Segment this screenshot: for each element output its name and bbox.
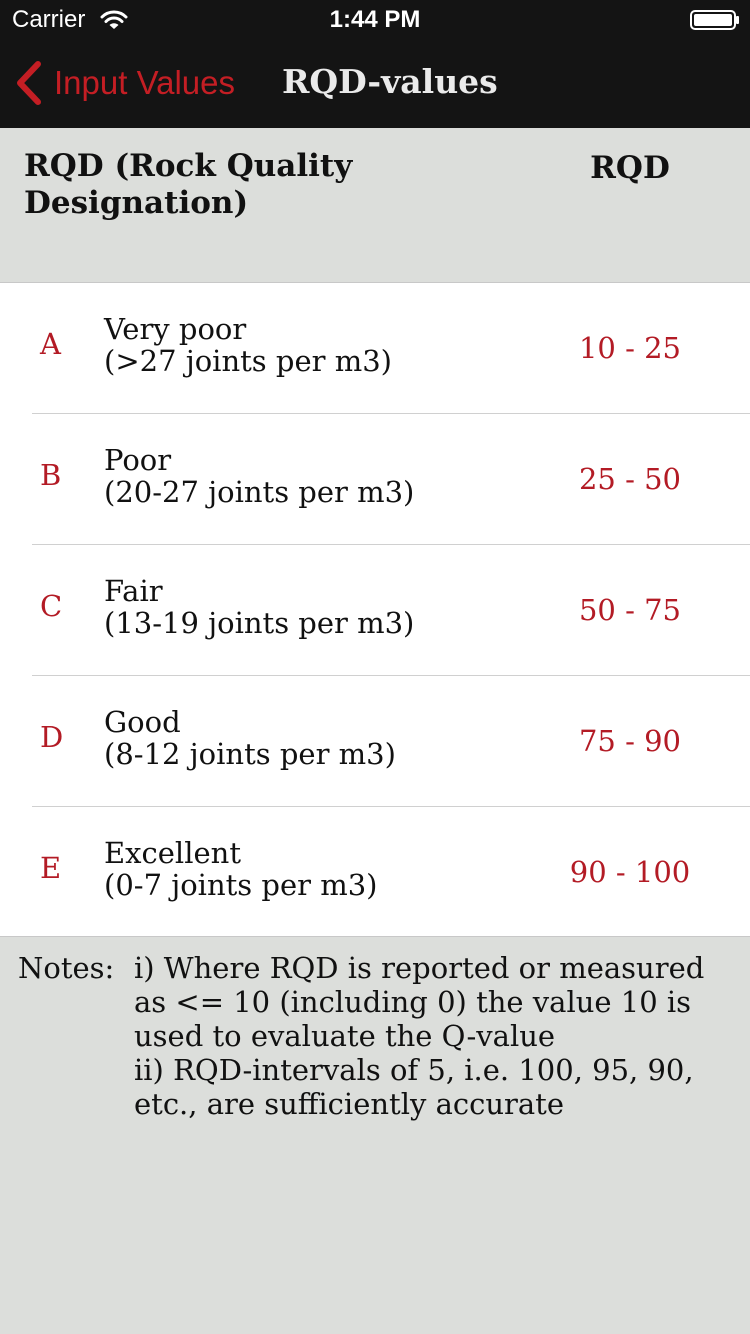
row-letter: B xyxy=(40,458,62,492)
row-quality: Good xyxy=(104,705,181,739)
nav-title: RQD-values xyxy=(282,62,498,101)
note-item-2: ii) RQD-intervals of 5, i.e. 100, 95, 90, etc., are sufficiently accurate xyxy=(134,1053,694,1121)
row-value: 25 - 50 xyxy=(578,462,682,496)
row-description xyxy=(104,706,396,770)
notes-section xyxy=(0,937,750,1334)
row-joints: (>27 joints per m3) xyxy=(104,344,392,378)
table-row-c[interactable] xyxy=(0,545,750,676)
status-bar xyxy=(0,0,750,40)
navigation-bar xyxy=(0,40,750,128)
row-joints: (0-7 joints per m3) xyxy=(104,868,378,902)
header-rqd: RQD xyxy=(590,150,670,186)
row-letter: D xyxy=(40,720,64,754)
battery-icon xyxy=(690,10,740,30)
top-bar xyxy=(0,0,750,128)
rqd-list xyxy=(0,282,750,937)
row-description xyxy=(104,313,392,377)
back-button[interactable] xyxy=(14,58,235,108)
table-row-b[interactable] xyxy=(0,414,750,545)
row-letter: E xyxy=(40,851,62,885)
row-joints: (20-27 joints per m3) xyxy=(104,475,415,509)
row-joints: (8-12 joints per m3) xyxy=(104,737,396,771)
notes-label: Notes: xyxy=(18,951,115,985)
back-button-label: Input Values xyxy=(54,64,236,101)
status-time: 1:44 PM xyxy=(329,6,421,33)
row-value: 10 - 25 xyxy=(578,331,682,365)
row-description xyxy=(104,444,414,508)
row-value: 75 - 90 xyxy=(578,724,682,758)
chevron-left-icon xyxy=(14,60,42,106)
row-value: 90 - 100 xyxy=(569,855,691,889)
row-letter: C xyxy=(40,589,63,623)
note-item-1: i) Where RQD is reported or measured as <= 10 (including 0) the value 10 is used to evaluate the Q-value xyxy=(134,951,705,1053)
table-header xyxy=(0,128,750,282)
row-value: 50 - 75 xyxy=(578,593,682,627)
row-joints: (13-19 joints per m3) xyxy=(104,606,415,640)
header-rqd-designation: RQD (Rock Quality Designation) xyxy=(24,148,353,221)
carrier-label: Carrier xyxy=(12,6,86,33)
row-quality: Very poor xyxy=(104,312,247,346)
table-row-a[interactable] xyxy=(0,283,750,414)
row-quality: Poor xyxy=(104,443,172,477)
row-description xyxy=(104,575,414,639)
row-letter: A xyxy=(40,327,61,361)
row-quality: Fair xyxy=(104,574,163,608)
table-row-d[interactable] xyxy=(0,676,750,807)
notes-body xyxy=(134,951,734,1121)
row-quality: Excellent xyxy=(104,836,241,870)
row-description xyxy=(104,837,377,901)
table-row-e[interactable] xyxy=(0,807,750,938)
